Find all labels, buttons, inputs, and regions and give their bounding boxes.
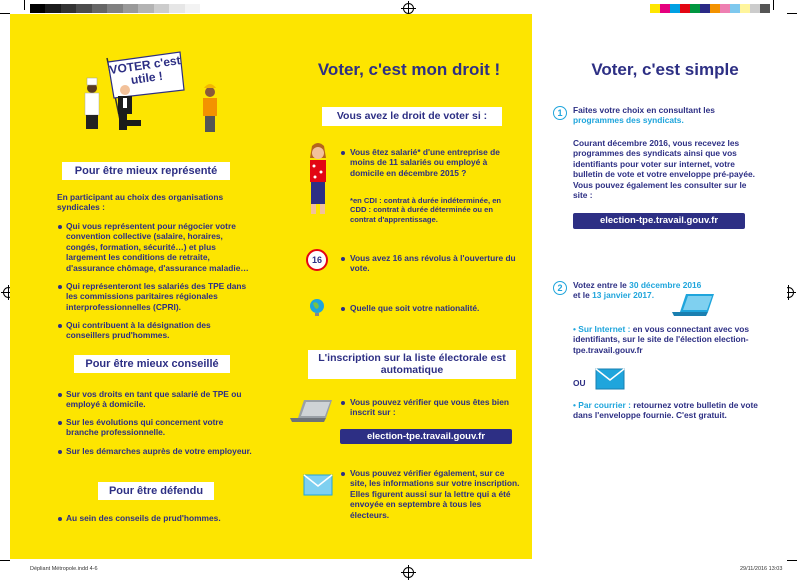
envelope-icon (595, 368, 625, 395)
step-1-body: Courant décembre 2016, vous recevez les programmes des syndicats ainsi que vos identifiants pour voter sur internet, votre bulletin de vote et votre enveloppe pré-payée. Vous pouvez également les consulter sur le site : (573, 138, 755, 201)
bullet (58, 393, 62, 397)
list-item: Au sein des conseils de prud'hommes. (66, 513, 221, 523)
bullet (341, 151, 345, 155)
list-item: Sur vos droits en tant que salarié de TPE ou employé à domicile. (66, 389, 242, 410)
right-nationalite: Quelle que soit votre nationalité. (350, 303, 480, 313)
woman-illustration (302, 142, 334, 218)
election-url-link-2[interactable]: election-tpe.travail.gouv.fr (573, 213, 745, 229)
bullet (341, 472, 345, 476)
vote-internet: • Sur Internet : en vous connectant avec vos identifiants, sur le site de l'élection election-tpe.travail.gouv.fr (573, 324, 750, 355)
registration-mark-icon (403, 567, 414, 578)
crop-mark (24, 0, 25, 10)
bullet (58, 225, 62, 229)
envelope-icon (303, 474, 333, 501)
voter-illustration (80, 50, 230, 148)
footer-slug-left: Dépliant Métropole.indd 4-6 (30, 566, 98, 572)
bullet (58, 324, 62, 328)
bullet (58, 517, 62, 521)
list-item: Sur les évolutions qui concernent votre branche professionnelle. (66, 417, 224, 438)
check-informations: Vous pouvez vérifier également, sur ce site, les informations sur votre inscription. Elles figurent aussi sur la lettre qui a été envoyée en septembre à tous les électeurs. (350, 468, 520, 520)
crop-mark (0, 13, 10, 14)
step-2-heading: Votez entre le 30 décembre 2016 et le 13 janvier 2017. (573, 280, 702, 301)
section-title-represente: Pour être mieux représenté (62, 162, 230, 180)
crop-mark (787, 560, 797, 561)
section-title-conseille: Pour être mieux conseillé (74, 355, 230, 373)
bullet (58, 421, 62, 425)
color-bar (650, 4, 770, 13)
bullet (58, 450, 62, 454)
bullet (341, 401, 345, 405)
age-16-icon: 16 (306, 249, 328, 271)
footer-slug-right: 29/11/2016 13:03 (740, 566, 783, 572)
page-title-droit: Voter, c'est mon droit ! (317, 60, 501, 79)
bullet (341, 307, 345, 311)
registration-mark-icon (403, 3, 414, 14)
globe-icon (308, 298, 326, 323)
bullet (341, 257, 345, 261)
bullet (58, 285, 62, 289)
grayscale-bar (30, 4, 200, 13)
rights-title: Vous avez le droit de voter si : (322, 107, 502, 126)
list-item: Qui contribuent à la désignation des conseillers prud'hommes. (66, 320, 211, 341)
right-salarie: Vous êtez salarié* d'une entreprise de moins de 11 salariés ou employé à domicile en décembre 2015 ? (350, 147, 500, 178)
list-item: Qui représenteront les salariés des TPE dans les commissions paritaires régionales interprofessionnelles (CPRI). (66, 281, 247, 312)
voter-banner-text: VOTER c'est utile ! (108, 53, 182, 88)
section-title-defendu: Pour être défendu (98, 482, 214, 500)
check-inscription: Vous pouvez vérifier que vous êtes bien inscrit sur : (350, 397, 510, 418)
laptop-icon (290, 398, 334, 429)
right-note: *en CDI : contrat à durée indéterminée, en CDD : contrat à durée déterminée ou en contrat d'apprentissage. (350, 196, 502, 224)
election-url-link[interactable]: election-tpe.travail.gouv.fr (340, 429, 512, 444)
crop-mark (773, 0, 774, 10)
list-item: Qui vous représentent pour négocier votre convention collective (salaire, horaires, congés, formation, sécurité…) et plus largement les conditions de retraite, d'assurance chômage, d'assurance maladie… (66, 221, 249, 273)
step-2-badge: 2 (553, 281, 567, 295)
step-1-heading: Faites votre choix en consultant les programmes des syndicats. (573, 105, 715, 126)
right-age: Vous avez 16 ans révolus à l'ouverture du vote. (350, 253, 516, 274)
crop-mark (0, 560, 10, 561)
inscription-title: L'inscription sur la liste électorale est automatique (308, 350, 516, 379)
list-item: Sur les démarches auprès de votre employeur. (66, 446, 252, 456)
page-title-simple: Voter, c'est simple (591, 60, 739, 79)
laptop-icon (672, 292, 716, 323)
step-1-badge: 1 (553, 106, 567, 120)
crop-mark (787, 13, 797, 14)
ou-label: OU (573, 378, 586, 388)
vote-courrier: • Par courrier : retournez votre bulletin de vote dans l'enveloppe fournie. C'est gratuit. (573, 400, 758, 421)
section-intro: En participant au choix des organisations syndicales : (57, 192, 224, 213)
